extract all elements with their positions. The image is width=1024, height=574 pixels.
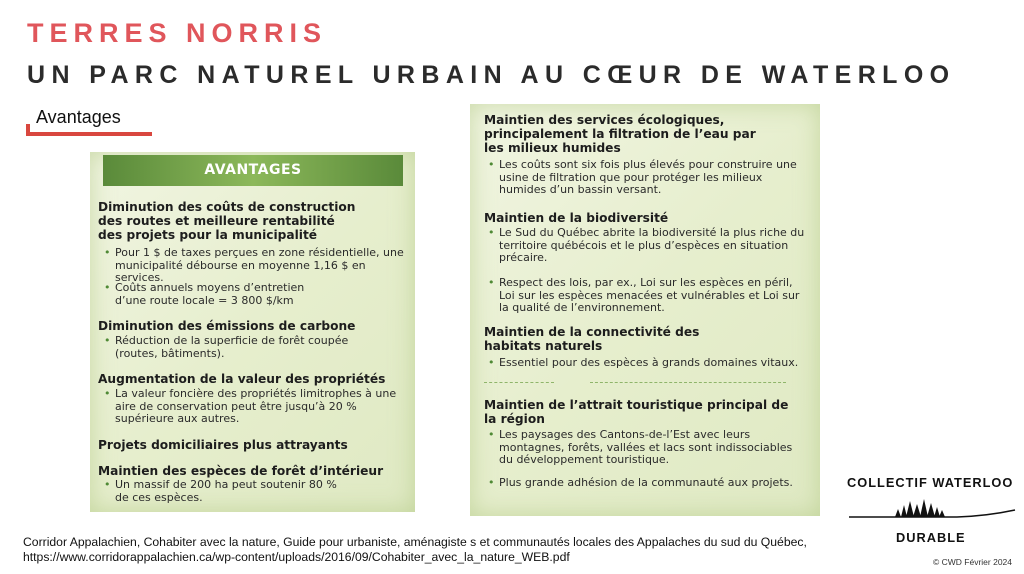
left-bullet-taxes: • Pour 1 $ de taxes perçues en zone résidentielle, une municipalité débourse en moyenne 1,16 $ en services. [102,247,415,285]
right-bullet-community: • Plus grande adhésion de la communauté aux projets. [486,477,819,490]
left-bullet-road-maintenance: • Coûts annuels moyens d’entretien d’une route locale = 3 800 $/km [102,282,325,307]
left-heading-carbon: Diminution des émissions de carbone [98,319,356,333]
slide-subtitle: UN PARC NATUREL URBAIN AU CŒUR DE WATERLOO [27,61,956,89]
source-citation [23,535,807,565]
right-bullet-large-domains: • Essentiel pour des espèces à grands domaines vitaux. [486,357,819,370]
divider-left [484,382,554,384]
divider-right [590,382,786,384]
logo-subtitle: DURABLE [896,530,966,545]
advantages-banner [103,155,403,186]
right-bullet-southern-quebec: • Le Sud du Québec abrite la biodiversité la plus riche du territoire québécois et le plus d’espèces en situation précaire. [486,227,809,265]
left-heading-property-value: Augmentation de la valeur des propriétés [98,372,386,386]
right-advantages-panel [470,104,820,516]
right-bullet-landscapes: • Les paysages des Cantons-de-l’Est avec leurs montagnes, forêts, vallées et lacs sont indissociables du développement touristique. [486,429,809,467]
section-tab-underline [26,132,152,136]
right-heading-ecological-services: Maintien des services écologiques, principalement la filtration de l’eau par les milieux humides [484,113,756,155]
left-heading-interior-species: Maintien des espèces de forêt d’intérieur [98,464,384,478]
left-advantages-panel [90,152,415,512]
left-heading-road-costs: Diminution des coûts de construction des routes et meilleure rentabilité des projets pour la municipalité [98,200,356,242]
logo-title: COLLECTIF WATERLOO [847,475,1014,490]
left-bullet-forest-cut: • Réduction de la superficie de forêt coupée (routes, bâtiments). [102,335,355,360]
logo-trees-icon [847,494,1017,524]
left-heading-housing: Projets domiciliaires plus attrayants [98,438,348,452]
slide-title: TERRES NORRIS [27,18,328,48]
banner-label: AVANTAGES [204,162,302,178]
citation-url[interactable]: https://www.corridorappalachien.ca/wp-content/uploads/2016/09/Cohabiter_avec_la_nature_WEB.pdf [23,550,570,564]
left-bullet-massif: • Un massif de 200 ha peut soutenir 80 % de ces espèces. [102,479,345,504]
right-bullet-filtration-cost: • Les coûts sont six fois plus élevés pour construire une usine de filtration que pour protéger les milieux humides d’un bassin versant. [486,159,809,197]
section-tab-label: Avantages [36,107,121,127]
citation-line-1: Corridor Appalachien, Cohabiter avec la nature, Guide pour urbaniste, aménagiste s et communautés locales des Appalaches du sud du Québec, [23,535,807,549]
right-heading-biodiversity: Maintien de la biodiversité [484,211,669,225]
right-bullet-laws: • Respect des lois, par ex., Loi sur les espèces en péril, Loi sur les espèces menacées et vulnérables et Loi sur la qualité de l’environnement. [486,277,809,315]
copyright-notice: © CWD Février 2024 [933,557,1013,567]
right-heading-connectivity: Maintien de la connectivité des habitats naturels [484,325,700,353]
left-bullet-land-value: • La valeur foncière des propriétés limitrophes à une aire de conservation peut être jusqu’à 20 % supérieure aux autres. [102,388,415,426]
right-heading-tourism: Maintien de l’attrait touristique principal de la région [484,398,789,426]
